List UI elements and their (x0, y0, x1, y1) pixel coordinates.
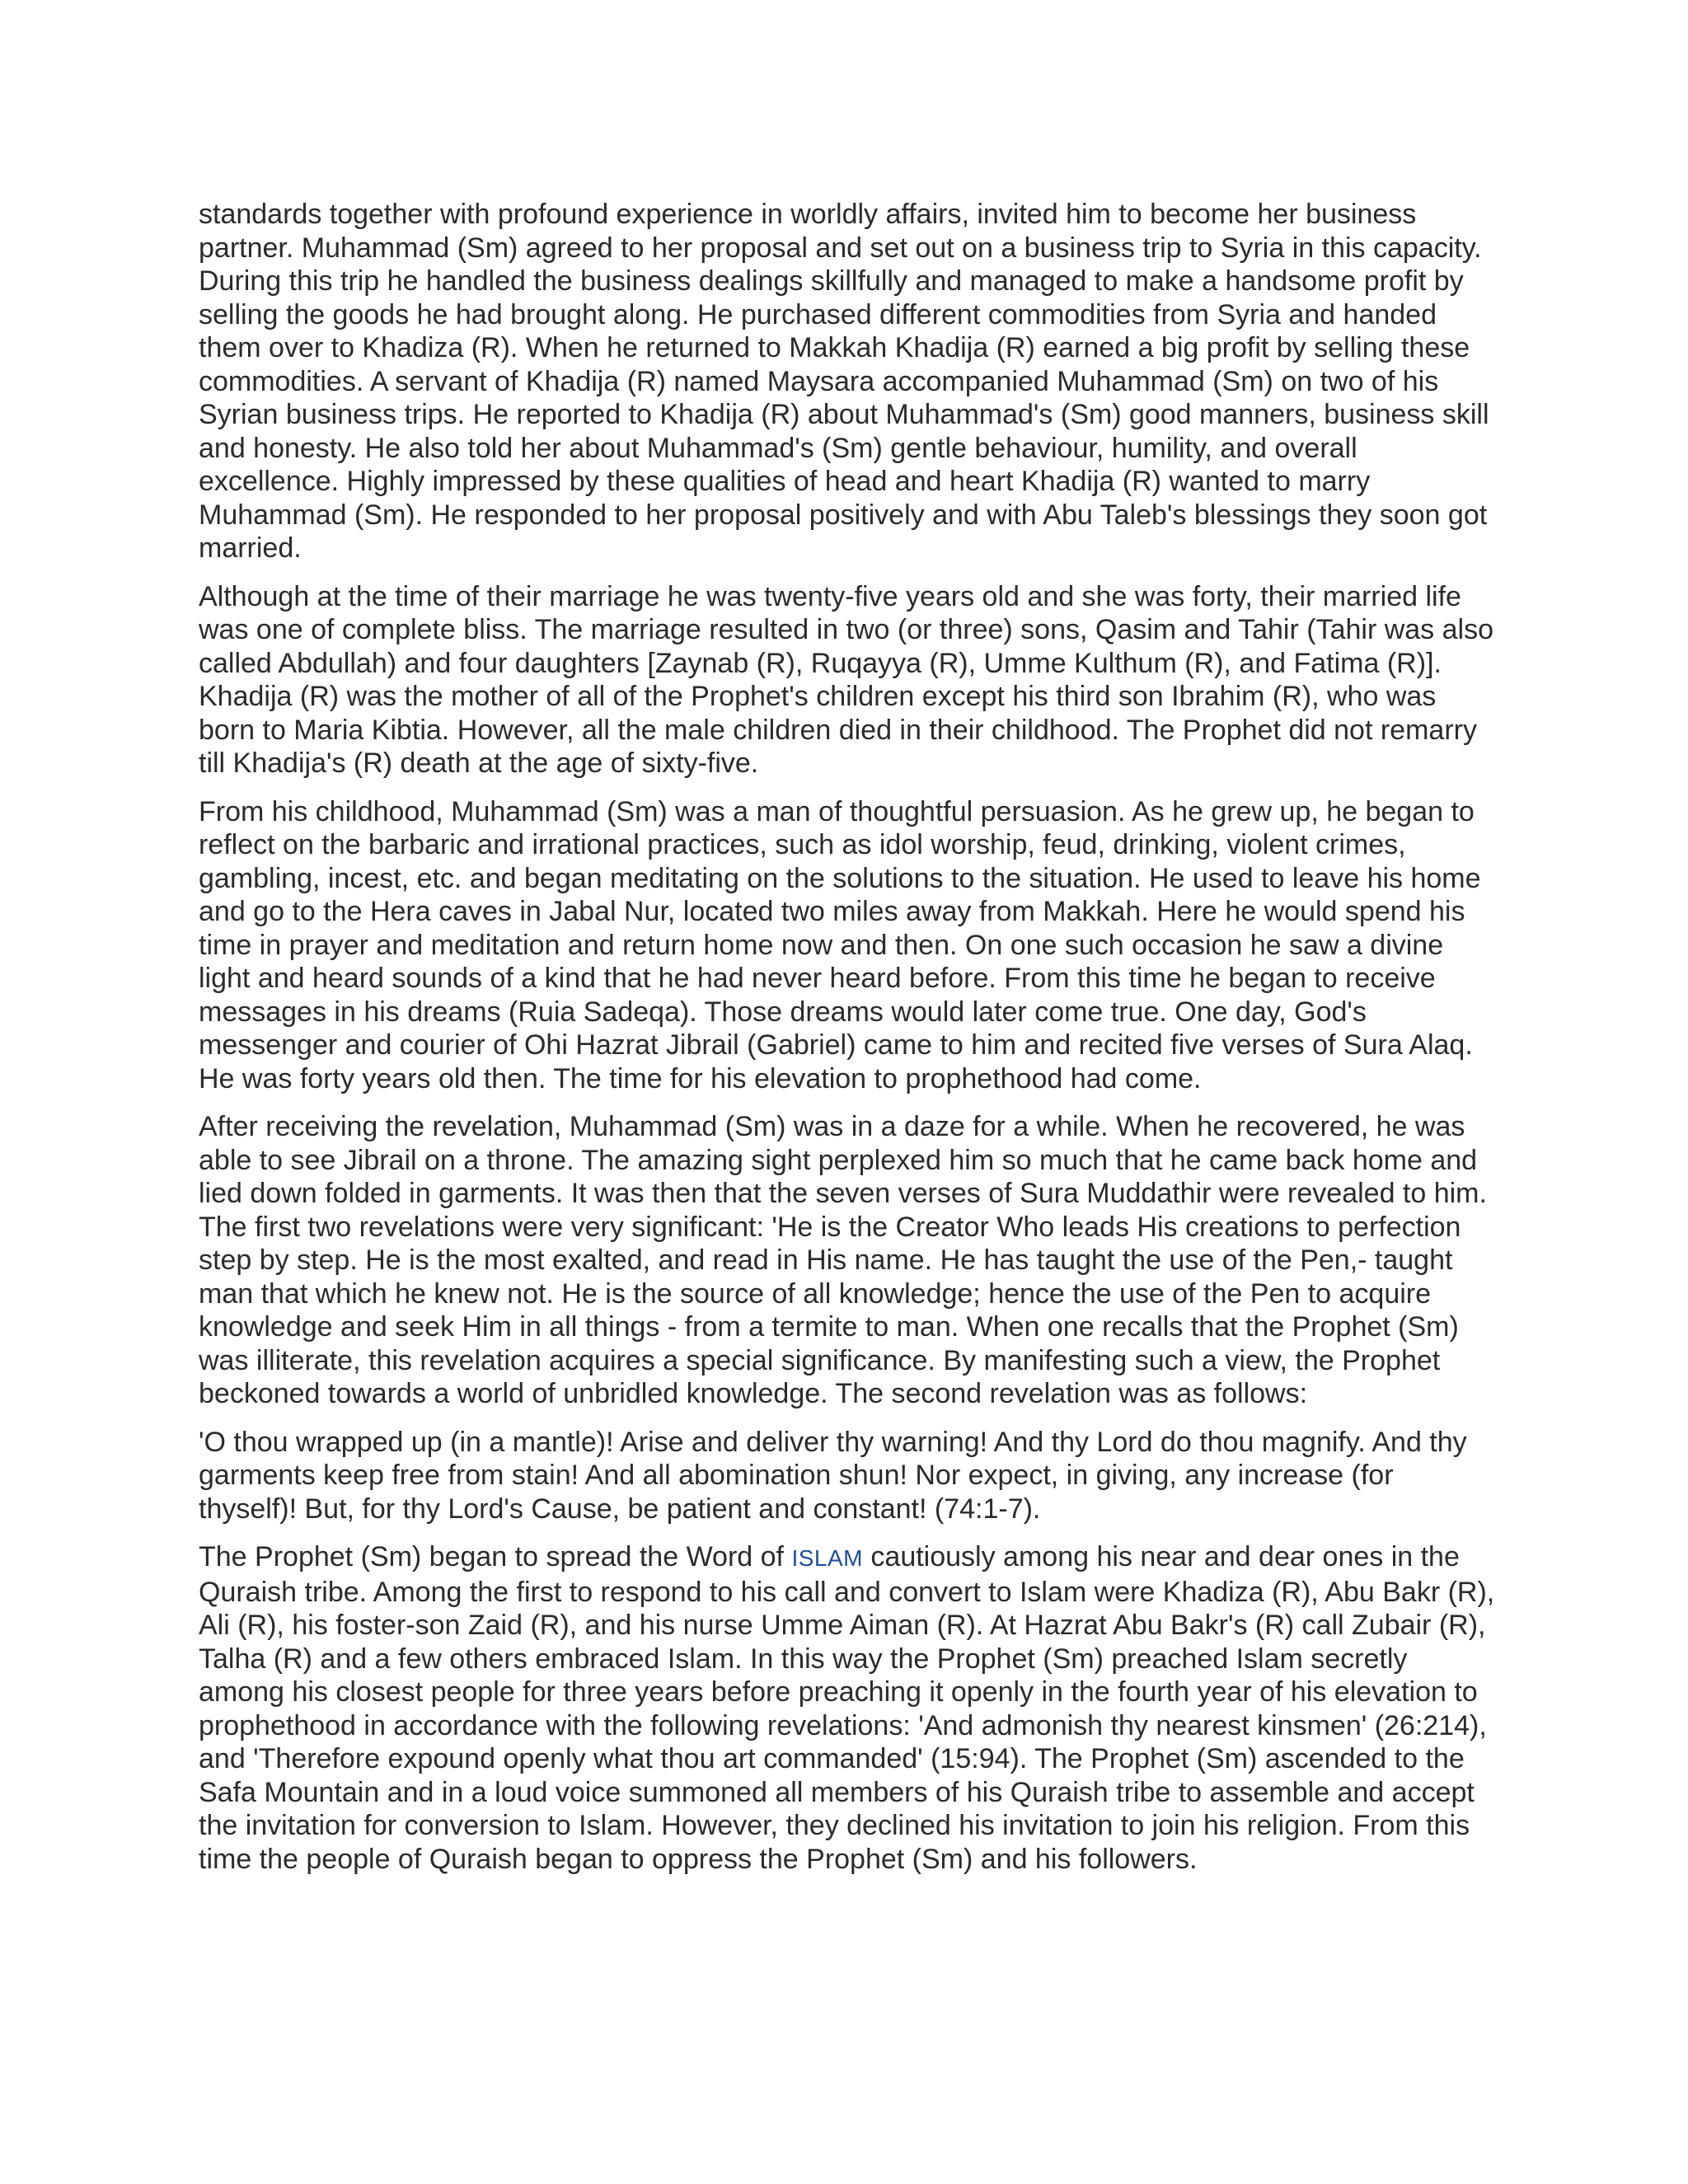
paragraph-quote-muddathir: 'O thou wrapped up (in a mantle)! Arise and deliver thy warning! And thy Lord do thou magnify. And thy garments keep free from stain! And all abomination shun! Nor expect, in giving, any increase (for thyself)! But, for thy Lord's Cause, be patient and constant! (74:1-7). (199, 1426, 1467, 1525)
paragraph-khadija-partnership: standards together with profound experience in worldly affairs, invited him to become her business partner. Muhammad (Sm) agreed to her proposal and set out on a business trip to Syria in this capacity. During this trip he handled the business dealings skillfully and managed to make a handsome profit by selling the goods he had brought along. He purchased different commodities from Syria and handed them over to Khadiza (R). When he returned to Makkah Khadija (R) earned a big profit by selling these commodities. A servant of Khadija (R) named Maysara accompanied Muhammad (Sm) on two of his Syrian business trips. He reported to Khadija (R) about Muhammad's (Sm) good manners, business skill and honesty. He also told her about Muhammad's (Sm) gentle behaviour, humility, and overall excellence. Highly impressed by these qualities of head and heart Khadija (R) wanted to marry Muhammad (Sm). He responded to her proposal positively and with Abu Taleb's blessings they soon got married. (199, 199, 1489, 564)
paragraph-text-before-link: The Prophet (Sm) began to spread the Word of (199, 1541, 792, 1572)
document-page (199, 198, 1497, 1891)
paragraph-marriage: Although at the time of their marriage he was twenty-five years old and she was forty, their married life was one of complete bliss. The marriage resulted in two (or three) sons, Qasim and Tahir (Tahir was also called Abdullah) and four daughters [Zaynab (R), Ruqayya (R), Umme Kulthum (R), and Fatima (R)]. Khadija (R) was the mother of all of the Prophet's children except his third son Ibrahim (R), who was born to Maria Kibtia. However, all the male children died in their childhood. The Prophet did not remarry till Khadija's (R) death at the age of sixty-five. (199, 580, 1493, 779)
paragraph-spreading-islam (199, 1540, 1497, 1876)
paragraph-revelation: After receiving the revelation, Muhammad (Sm) was in a daze for a while. When he recovered, he was able to see Jibrail on a throne. The amazing sight perplexed him so much that he came back home and lied down folded in garments. It was then that the seven verses of Sura Muddathir were revealed to him. The first two revelations were very significant: 'He is the Creator Who leads His creations to perfection step by step. He is the most exalted, and read in His name. He has taught the use of the Pen,- taught man that which he knew not. He is the source of all knowledge; hence the use of the Pen to acquire knowledge and seek Him in all things - from a termite to man. When one recalls that the Prophet (Sm) was illiterate, this revelation acquires a special significance. By manifesting such a view, the Prophet beckoned towards a world of unbridled knowledge. The second revelation was as follows: (199, 1111, 1487, 1409)
paragraph-childhood-meditation: From his childhood, Muhammad (Sm) was a man of thoughtful persuasion. As he grew up, he began to reflect on the barbaric and irrational practices, such as idol worship, feud, drinking, violent crimes, gambling, incest, etc. and began meditating on the solutions to the situation. He used to leave his home and go to the Hera caves in Jabal Nur, located two miles away from Makkah. Here he would spend his time in prayer and meditation and return home now and then. On one such occasion he saw a divine light and heard sounds of a kind that he had never heard before. From this time he began to receive messages in his dreams (Ruia Sadeqa). Those dreams would later come true. One day, God's messenger and courier of Ohi Hazrat Jibrail (Gabriel) came to him and recited five verses of Sura Alaq. He was forty years old then. The time for his elevation to prophethood had come. (199, 795, 1481, 1094)
paragraph-text-after-link: cautiously among his near and dear ones in the Quraish tribe. Among the first to respond to his call and convert to Islam were Khadiza (R), Abu Bakr (R), Ali (R), his foster-son Zaid (R), and his nurse Umme Aiman (R). At Hazrat Abu Bakr's (R) call Zubair (R), Talha (R) and a few others embraced Islam. In this way the Prophet (Sm) preached Islam secretly among his closest people for three years before preaching it openly in the fourth year of his elevation to prophethood in accordance with the following revelations: 'And admonish thy nearest kinsmen' (26:214), and 'Therefore expound openly what thou art commanded' (15:94). The Prophet (Sm) ascended to the Safa Mountain and in a loud voice summoned all members of his Quraish tribe to assemble and accept the invitation for conversion to Islam. However, they declined his invitation to join his religion. From this time the people of Quraish began to oppress the Prophet (Sm) and his followers. (199, 1541, 1495, 1875)
islam-link[interactable]: ISLAM (791, 1545, 863, 1571)
